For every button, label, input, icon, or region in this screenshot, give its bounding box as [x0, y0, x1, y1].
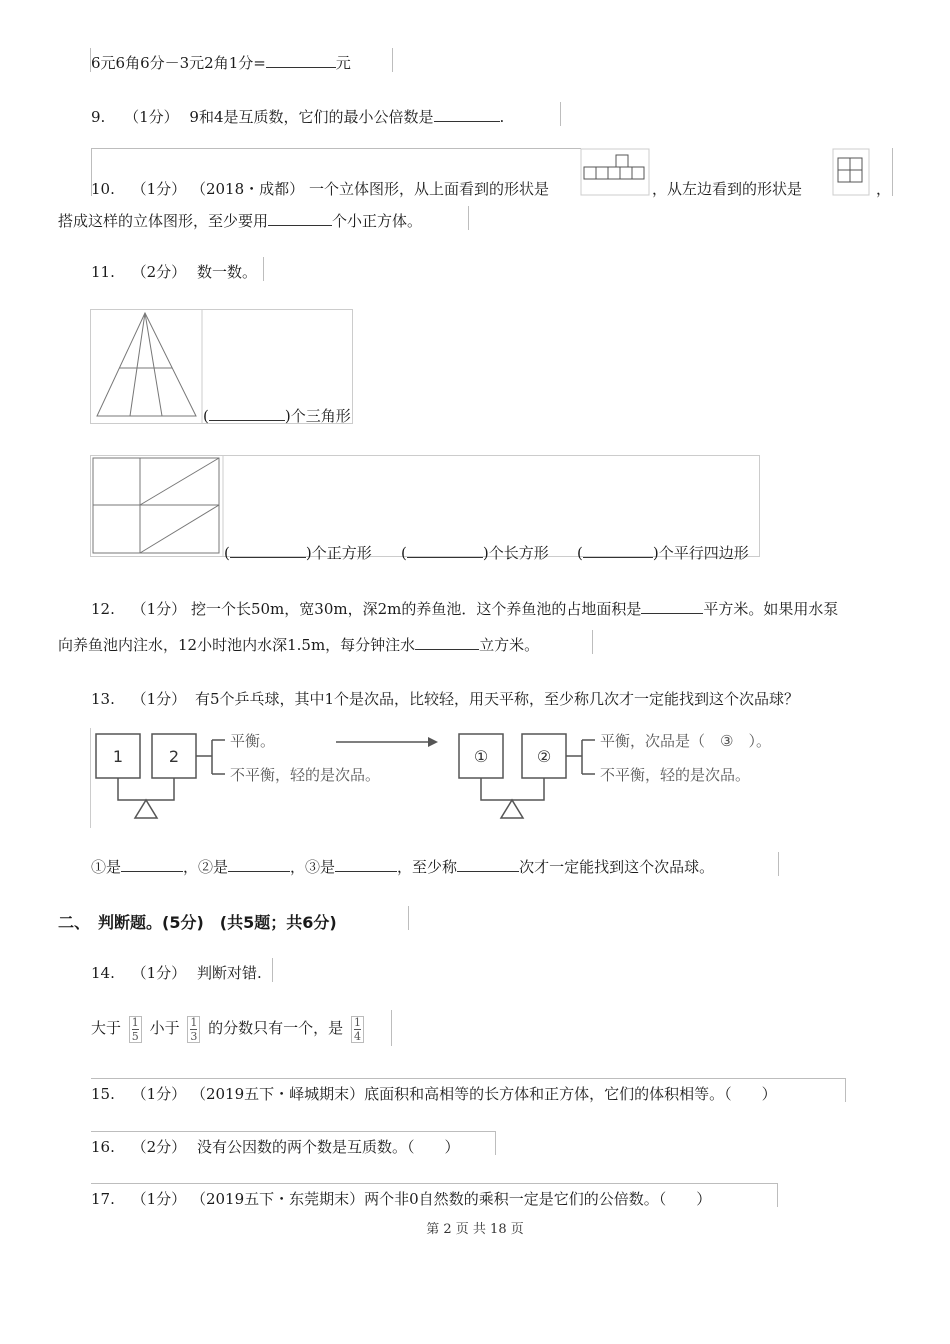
- answer-blank[interactable]: [407, 543, 483, 558]
- paren-open: (: [224, 544, 230, 562]
- answer-blank[interactable]: [434, 107, 500, 122]
- question-text: 判断对错.: [196, 964, 262, 982]
- question-score: （1分）: [131, 690, 187, 708]
- balanced-text-2: 平衡，次品是（ ③ ）。: [600, 732, 771, 750]
- answer-label: )个平行四边形: [652, 544, 749, 562]
- question-12: [91, 598, 838, 619]
- answer-label: )个正方形: [305, 544, 372, 562]
- question-score: （1分）: [124, 108, 179, 126]
- answer-blank[interactable]: [641, 599, 703, 614]
- question-text: 小于: [149, 1019, 180, 1037]
- answer-blank[interactable]: [121, 857, 183, 872]
- question-number: 16.: [91, 1138, 115, 1156]
- divider: [408, 906, 409, 930]
- paren-open: (: [203, 407, 209, 425]
- top-view-figure: [580, 148, 650, 196]
- question-text: 大于: [91, 1019, 122, 1037]
- question-text: 9和4是互质数，它们的最小公倍数是: [189, 108, 434, 126]
- divider: [845, 1078, 846, 1102]
- question-text: ，: [876, 180, 892, 198]
- question-number: 15.: [91, 1085, 115, 1103]
- question-10-middle: [652, 178, 802, 199]
- answer-label: ①是: [91, 858, 122, 876]
- money-unit: 元: [335, 54, 351, 72]
- unbalanced-text-1: 不平衡，轻的是次品。: [230, 766, 381, 784]
- question-source: （2018・成都）: [190, 180, 305, 198]
- question-9: [91, 106, 504, 127]
- parallelograms-answer: [577, 542, 749, 563]
- divider: [495, 1131, 496, 1155]
- question-text: 平方米。如果用水泵: [703, 600, 839, 618]
- fraction-one-fourth: [351, 1016, 364, 1043]
- divider: [91, 1183, 777, 1184]
- fraction-one-third: [187, 1016, 200, 1043]
- balance-diagram: [90, 728, 848, 828]
- question-text: 立方米。: [479, 636, 540, 654]
- question-score: （1分）: [131, 600, 187, 618]
- answer-label: )个三角形: [284, 407, 351, 425]
- question-text: 搭成这样的立体图形，至少要用: [58, 212, 269, 230]
- divider: [392, 48, 393, 72]
- question-text: 没有公因数的两个数是互质数。（ ）: [196, 1138, 460, 1156]
- question-14-line2: [91, 1012, 367, 1044]
- balanced-text-1: 平衡。: [230, 732, 276, 750]
- divider: [777, 1183, 778, 1207]
- paren-open: (: [401, 544, 407, 562]
- fraction-numerator: 1: [131, 1015, 139, 1029]
- divider: [592, 630, 593, 654]
- question-text: 的分数只有一个，是: [208, 1019, 344, 1037]
- question-number: 13.: [91, 690, 115, 708]
- question-end: .: [499, 108, 505, 126]
- divider: [91, 1078, 845, 1079]
- question-number: 9.: [91, 108, 106, 126]
- divider: [90, 48, 91, 72]
- question-score: （1分）: [131, 180, 187, 198]
- ball-label-3: ①: [473, 747, 489, 766]
- answer-label: 次才一定能找到这个次品球。: [519, 858, 715, 876]
- fraction-one-fifth: [129, 1016, 142, 1043]
- question-text: 挖一个长50m，宽30m，深2m的养鱼池．这个养鱼池的占地面积是: [190, 600, 642, 618]
- triangles-answer: [203, 405, 351, 426]
- divider: [272, 958, 273, 982]
- question-text: （2019五下・东莞期末）两个非0自然数的乘积一定是它们的公倍数。（ ）: [190, 1190, 712, 1208]
- answer-blank[interactable]: [230, 543, 306, 558]
- answer-blank[interactable]: [583, 543, 653, 558]
- question-13-answers: [91, 856, 714, 877]
- question-text: 向养鱼池内注水，12小时池内水深1.5m，每分钟注水: [58, 636, 416, 654]
- page-footer: 第 2 页 共 18 页: [426, 1222, 524, 1237]
- section-title: 二、 判断题。(5分) (共5题；共6分): [58, 913, 337, 932]
- answer-label: ，至少称: [397, 858, 458, 876]
- answer-blank[interactable]: [266, 53, 336, 68]
- question-score: （1分）: [131, 964, 187, 982]
- question-text: 个小正方体。: [332, 212, 423, 230]
- question-16: [91, 1136, 459, 1157]
- divider: [91, 148, 581, 149]
- answer-label: ，②是: [183, 858, 229, 876]
- answer-blank[interactable]: [335, 857, 397, 872]
- fraction-denominator: 3: [190, 1029, 198, 1043]
- fraction-denominator: 5: [131, 1029, 139, 1043]
- answer-blank[interactable]: [415, 635, 479, 650]
- question-score: （1分）: [131, 1190, 187, 1208]
- question-11: [91, 261, 257, 282]
- question-text: ，从左边看到的形状是: [652, 180, 803, 198]
- question-text: 数一数。: [196, 263, 257, 281]
- left-view-figure: [832, 148, 870, 196]
- question-number: 10.: [91, 180, 115, 198]
- fraction-denominator: 4: [353, 1029, 361, 1043]
- answer-blank[interactable]: [209, 406, 285, 421]
- question-14: [91, 962, 262, 983]
- divider: [91, 1131, 495, 1132]
- question-text: 有5个乒乓球，其中1个是次品，比较轻，用天平称，至少称几次才一定能找到这个次品球？: [194, 690, 800, 708]
- divider: [391, 1010, 392, 1046]
- money-line: [91, 52, 351, 73]
- ball-label-4: ②: [536, 747, 552, 766]
- fraction-numerator: 1: [190, 1015, 198, 1029]
- paren-open: (: [577, 544, 583, 562]
- question-score: （1分）: [131, 1085, 187, 1103]
- question-text: （2019五下・峄城期末）底面积和高相等的长方体和正方体，它们的体积相等。（ ）: [190, 1085, 777, 1103]
- question-17: [91, 1188, 711, 1209]
- question-number: 12.: [91, 600, 115, 618]
- divider: [560, 102, 561, 126]
- rects-answer: [401, 542, 549, 563]
- question-number: 17.: [91, 1190, 115, 1208]
- answer-blank[interactable]: [268, 211, 332, 226]
- question-number: 11.: [91, 263, 115, 281]
- question-number: 14.: [91, 964, 115, 982]
- answer-blank[interactable]: [228, 857, 290, 872]
- unbalanced-text-2: 不平衡，轻的是次品。: [600, 766, 751, 784]
- money-text: 6元6角6分－3元2角1分=: [91, 54, 266, 72]
- question-12-line2: [58, 634, 539, 655]
- squares-answer: [224, 542, 372, 563]
- fraction-numerator: 1: [353, 1015, 361, 1029]
- ball-label-2: 2: [168, 747, 180, 766]
- question-10-end: [876, 178, 891, 199]
- ball-label-1: 1: [112, 747, 124, 766]
- divider: [778, 852, 779, 876]
- divider: [263, 257, 264, 281]
- question-text: 一个立体图形，从上面看到的形状是: [308, 180, 549, 198]
- question-10: [91, 178, 549, 199]
- question-score: （2分）: [131, 263, 187, 281]
- answer-label: ，③是: [290, 858, 336, 876]
- question-10-line2: [58, 210, 422, 231]
- question-13: [91, 688, 799, 709]
- question-15: [91, 1083, 777, 1104]
- answer-label: )个长方形: [482, 544, 549, 562]
- question-score: （2分）: [131, 1138, 187, 1156]
- answer-blank[interactable]: [457, 857, 519, 872]
- divider: [468, 206, 469, 230]
- divider: [892, 148, 893, 196]
